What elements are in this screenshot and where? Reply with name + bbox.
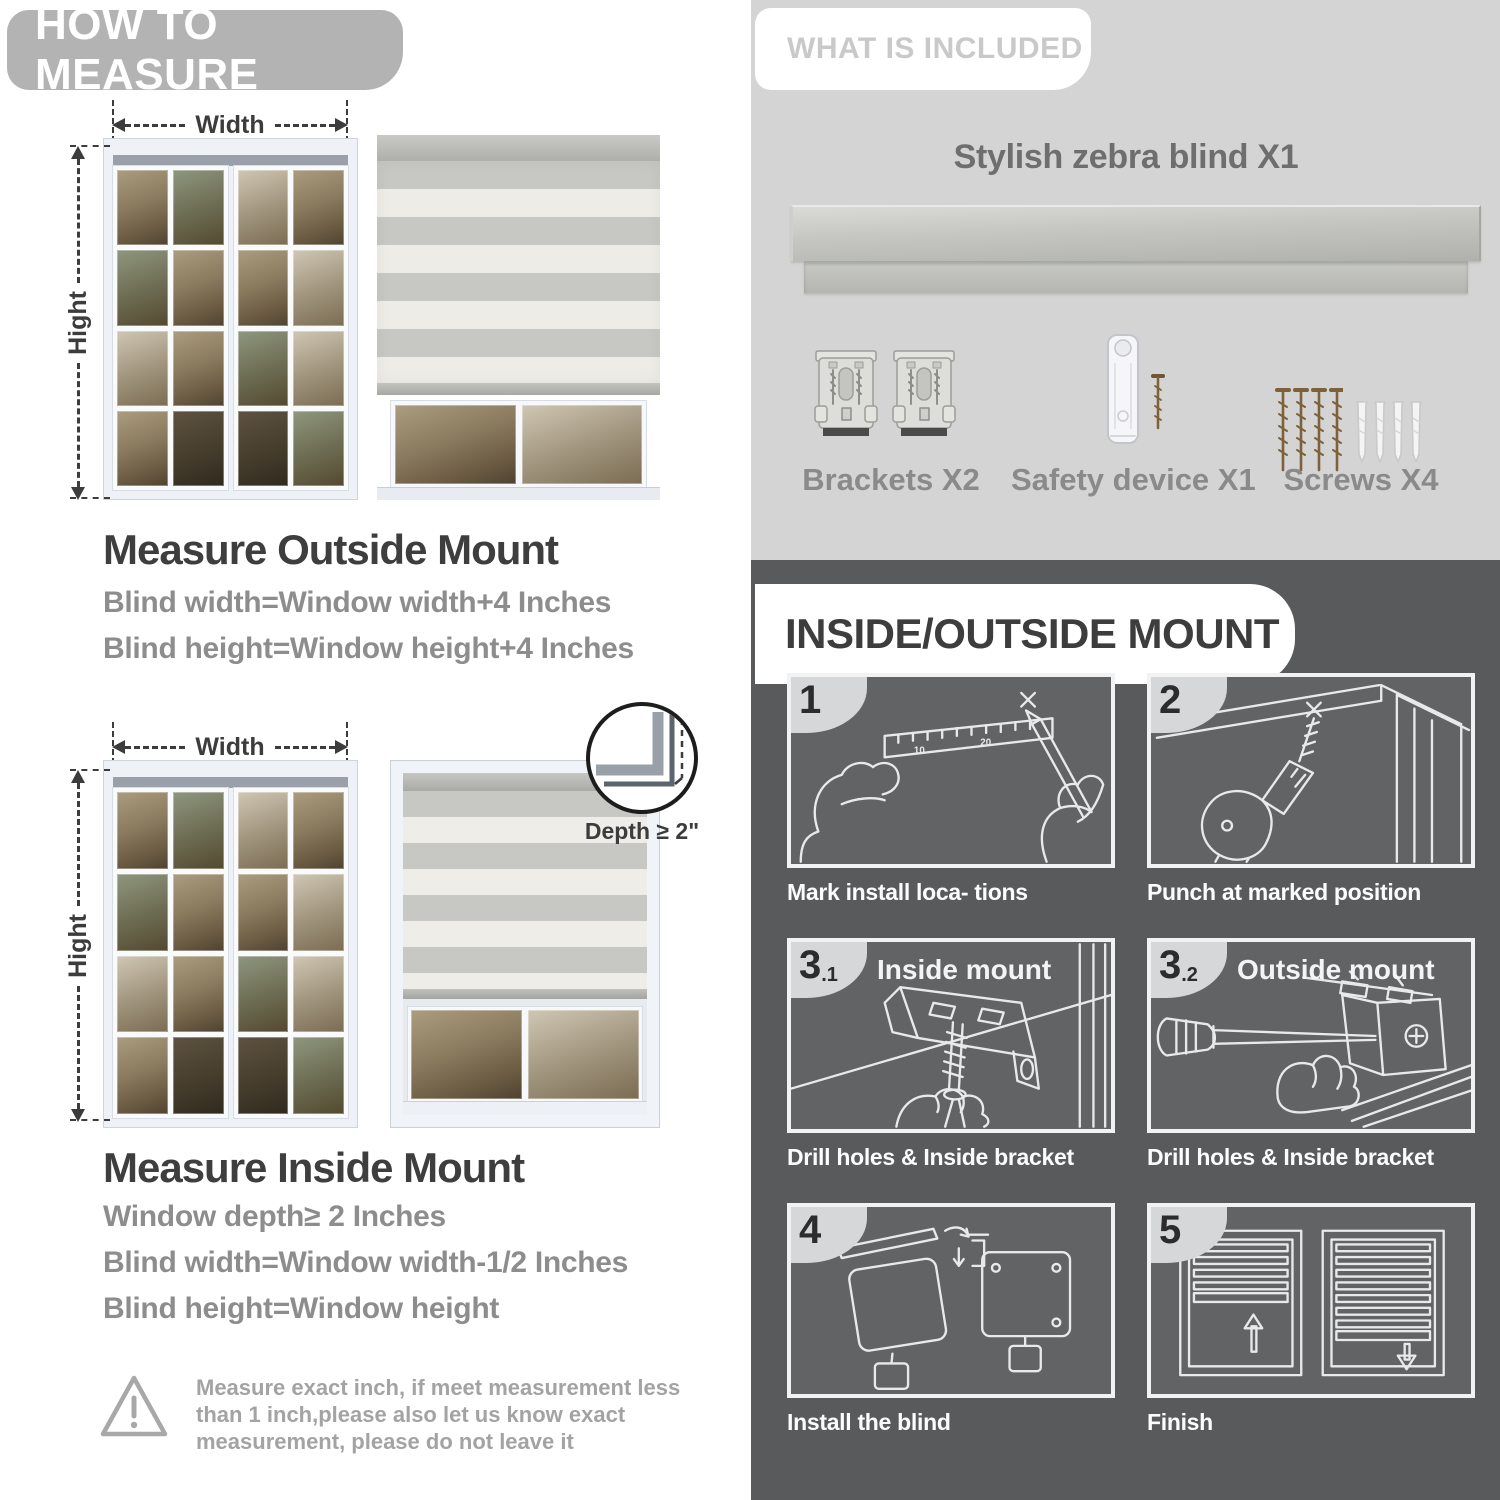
window-pane — [238, 250, 289, 325]
window-pane — [293, 331, 344, 406]
window-pane — [117, 792, 168, 869]
window-pane — [173, 874, 224, 951]
window-below-blind — [391, 401, 646, 488]
step-number-badge: 1 — [791, 677, 867, 733]
height-label: Hight — [63, 291, 92, 355]
window-top-roller — [113, 155, 348, 166]
blind-bottom-rail — [377, 383, 660, 395]
window-pane — [238, 331, 289, 406]
arrow-up-icon — [71, 146, 85, 159]
window-pane — [173, 411, 224, 486]
window-below-blind — [408, 1007, 642, 1102]
step-number-badge: 4 — [791, 1207, 867, 1263]
step-number-badge: 5 — [1151, 1207, 1227, 1263]
window-photo-outside — [103, 138, 358, 500]
headrail-graphic — [791, 205, 1481, 261]
window-pane — [238, 956, 289, 1033]
width-arrow — [112, 734, 348, 760]
window-leaf — [234, 788, 349, 1118]
inside-mount-line1: Window depth≥ 2 Inches — [103, 1200, 446, 1233]
window-leaf — [234, 166, 349, 490]
window-pane — [238, 170, 289, 245]
width-label: Width — [195, 110, 265, 139]
window-pane — [173, 792, 224, 869]
window-pane — [238, 1037, 289, 1114]
window-corner-detail — [590, 706, 698, 814]
step-caption: Drill holes & Inside bracket — [787, 1144, 1074, 1170]
step-caption: Drill holes & Inside bracket — [1147, 1144, 1434, 1170]
step-panel-2 — [1147, 673, 1475, 906]
zebra-blind-outside-figure — [377, 135, 660, 500]
screws-label: Screws X4 — [1283, 462, 1439, 497]
arrow-left-icon — [112, 740, 125, 754]
window-pane — [173, 331, 224, 406]
product-name: Stylish zebra blind X1 — [953, 138, 1299, 176]
blind-striped-fabric — [377, 161, 660, 383]
window-pane — [117, 874, 168, 951]
arrow-right-icon — [335, 118, 348, 132]
warning-line1: Measure exact inch, if meet measurement less — [196, 1375, 681, 1400]
window-leaf — [113, 788, 228, 1118]
step-panel-4 — [787, 1203, 1115, 1436]
window-pane — [173, 250, 224, 325]
blind-cassette — [377, 135, 660, 161]
window-pane — [293, 1037, 344, 1114]
height-arrow — [64, 146, 92, 500]
window-leaf — [113, 166, 228, 490]
what-is-included-panel — [751, 0, 1500, 560]
bracket-graphic — [891, 348, 957, 440]
step-caption: Mark install loca- tions — [787, 879, 1028, 905]
window-pane — [238, 874, 289, 951]
arrow-down-icon — [71, 487, 85, 500]
window-pane — [293, 792, 344, 869]
window-pane — [411, 1010, 522, 1099]
arrow-down-icon — [71, 1109, 85, 1122]
outside-mount-heading: Measure Outside Mount — [103, 526, 559, 573]
step-panel-3-2 — [1147, 938, 1475, 1171]
warning-text — [196, 1374, 681, 1455]
inside-mount-line2: Blind width=Window width-1/2 Inches — [103, 1246, 629, 1279]
step-inner-title: Inside mount — [877, 954, 1052, 985]
window-pane — [238, 411, 289, 486]
window-pane — [173, 1037, 224, 1114]
what-is-included-header — [755, 8, 1091, 90]
blind-bottom-rail — [403, 989, 647, 999]
arrow-left-icon — [112, 118, 125, 132]
how-to-measure-header — [7, 0, 403, 99]
how-to-measure-title: HOW TO MEASURE — [35, 0, 259, 99]
warning-icon — [98, 1372, 170, 1442]
zebra-blind-inside-figure — [390, 760, 660, 1128]
window-pane — [395, 405, 516, 484]
arrow-right-icon — [335, 740, 348, 754]
window-pane — [117, 1037, 168, 1114]
window-sill — [377, 487, 660, 500]
window-pane — [293, 956, 344, 1033]
inside-mount-line3: Blind height=Window height — [103, 1292, 500, 1325]
window-pane — [522, 405, 643, 484]
svg-text:10: 10 — [913, 745, 925, 757]
step-panel-5 — [1147, 1203, 1475, 1436]
outside-mount-line2: Blind height=Window height+4 Inches — [103, 632, 634, 665]
what-is-included-title: WHAT IS INCLUDED — [787, 32, 1083, 65]
mount-header — [755, 584, 1295, 684]
width-arrow — [112, 112, 348, 138]
arrow-up-icon — [71, 770, 85, 783]
width-label: Width — [195, 732, 265, 761]
warning-line2: than 1 inch,please also let us know exact — [196, 1402, 626, 1427]
window-top-roller — [113, 777, 348, 788]
mount-title: INSIDE/OUTSIDE MOUNT — [785, 610, 1280, 657]
window-pane — [293, 250, 344, 325]
height-label: Hight — [63, 914, 92, 978]
bracket-graphic — [813, 348, 879, 440]
step-number-badge: 2 — [1151, 677, 1227, 733]
step-number-badge: 3 .1 — [791, 942, 867, 998]
safety-device-graphic — [1103, 332, 1145, 448]
step-number-badge: 3 .2 — [1151, 942, 1227, 998]
step-caption: Install the blind — [787, 1409, 951, 1435]
headrail-valance — [804, 261, 1468, 293]
step-caption: Punch at marked position — [1147, 879, 1421, 905]
safety-screw-graphic — [1151, 372, 1165, 434]
height-arrow — [64, 770, 92, 1122]
window-pane — [117, 250, 168, 325]
step-panel-3-1 — [787, 938, 1115, 1171]
window-photo-inside — [103, 760, 358, 1128]
step-inner-title: Outside mount — [1237, 954, 1435, 985]
window-pane — [238, 792, 289, 869]
inside-mount-heading: Measure Inside Mount — [103, 1144, 525, 1191]
window-pane — [117, 956, 168, 1033]
safety-device-label: Safety device X1 — [1011, 462, 1256, 497]
step-panel-1 — [787, 673, 1115, 906]
depth-callout-label: Depth ≥ 2" — [584, 818, 700, 844]
outside-mount-line1: Blind width=Window width+4 Inches — [103, 586, 612, 619]
window-pane — [293, 411, 344, 486]
window-sill — [403, 1101, 647, 1115]
window-pane — [293, 874, 344, 951]
window-pane — [173, 956, 224, 1033]
window-pane — [117, 411, 168, 486]
inside-outside-mount-panel — [751, 560, 1500, 1500]
svg-text:20: 20 — [980, 737, 992, 749]
brackets-label: Brackets X2 — [802, 462, 980, 497]
depth-callout-circle — [586, 702, 698, 814]
window-pane — [117, 170, 168, 245]
window-pane — [528, 1010, 639, 1099]
window-pane — [173, 170, 224, 245]
window-pane — [293, 170, 344, 245]
window-pane — [117, 331, 168, 406]
warning-line3: measurement, please do not leave it — [196, 1429, 574, 1454]
step-caption: Finish — [1147, 1409, 1213, 1435]
